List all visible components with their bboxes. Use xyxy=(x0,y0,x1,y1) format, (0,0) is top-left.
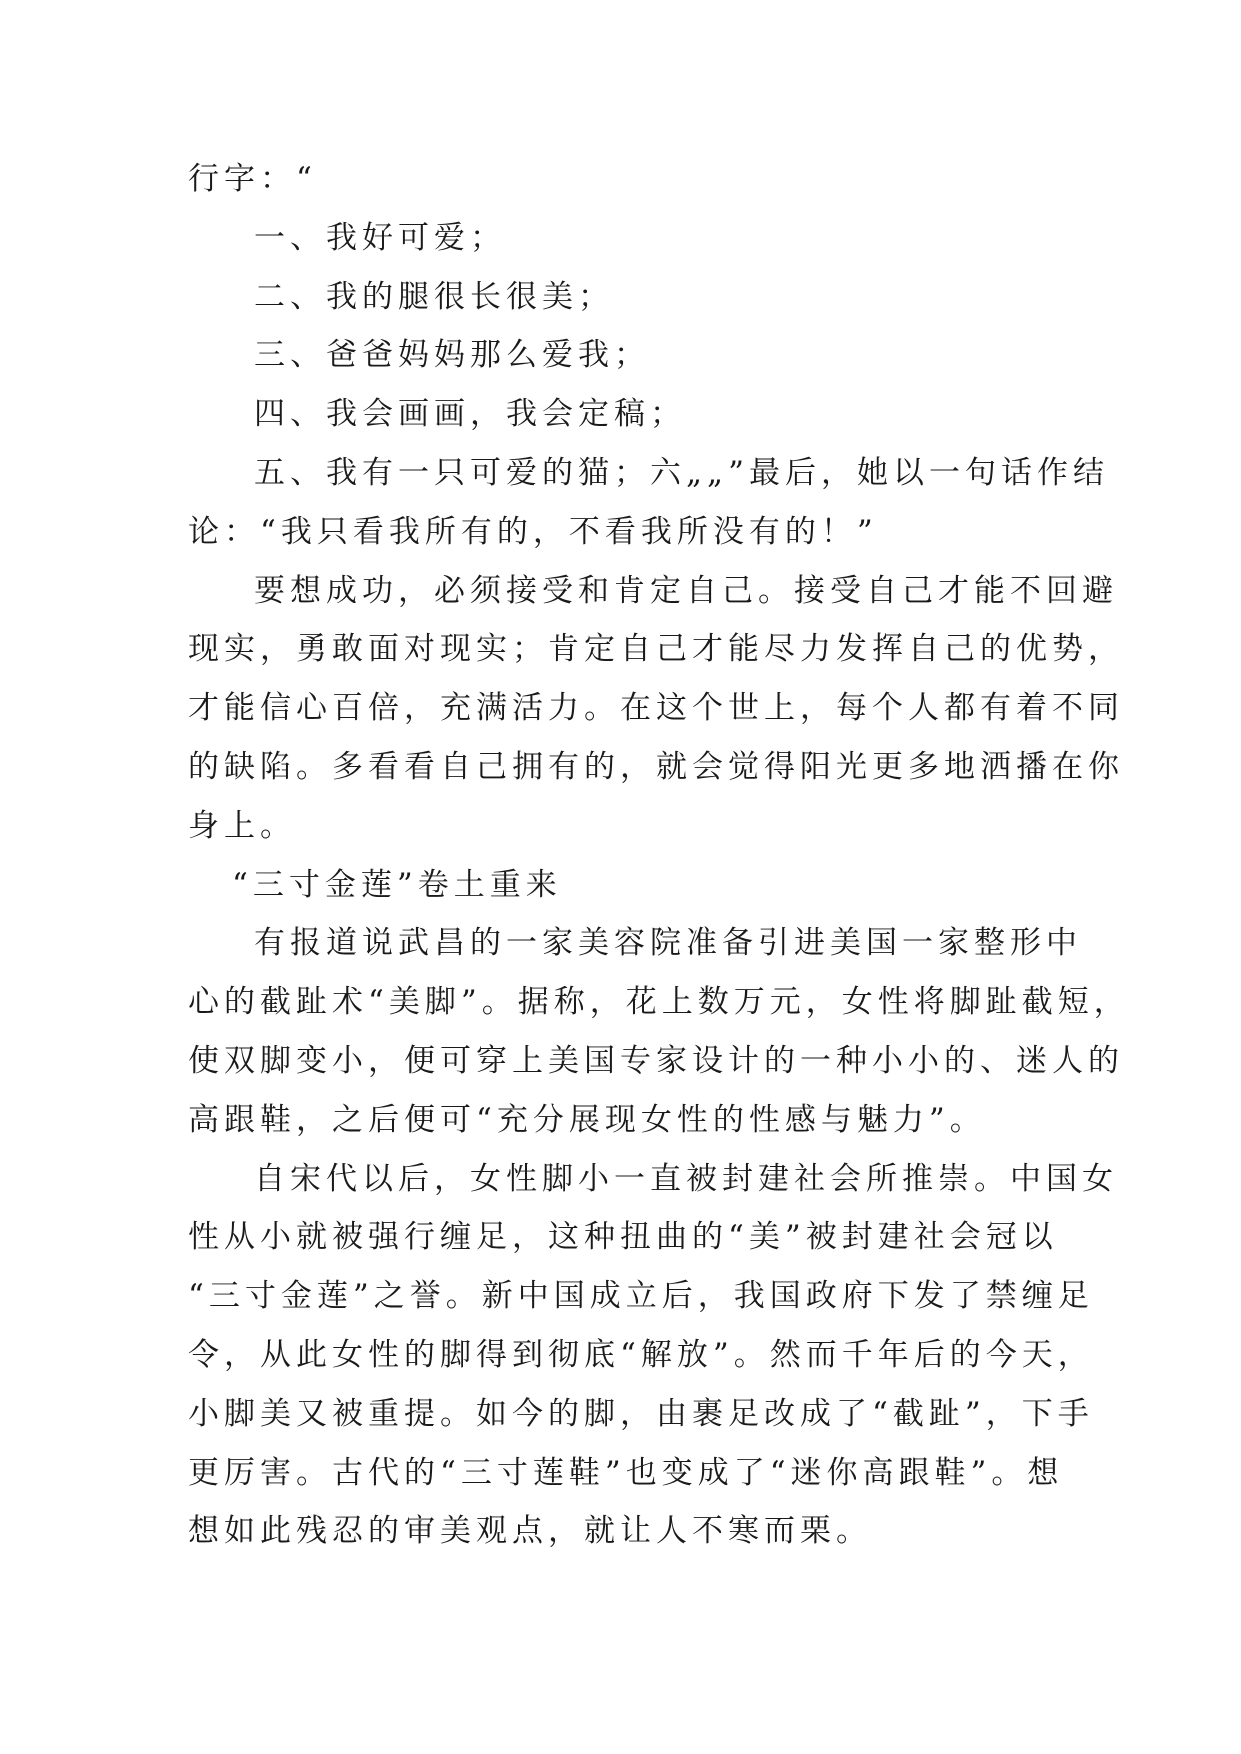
paragraph-line: 的缺陷。多看看自己拥有的，就会觉得阳光更多地洒播在你 xyxy=(188,748,1124,785)
list-item: 二、我的腿很长很美； xyxy=(254,278,614,315)
paragraph-line: 现实，勇敢面对现实；肯定自己才能尽力发挥自己的优势， xyxy=(188,631,1124,668)
paragraph-line: 有报道说武昌的一家美容院准备引进美国一家整形中 xyxy=(254,925,1082,962)
list-item: 五、我有一只可爱的猫；六„„”最后，她以一句话作结 xyxy=(254,454,1109,491)
paragraph-line: 想如此残忍的审美观点，就让人不寒而栗。 xyxy=(188,1513,872,1550)
paragraph-line: 使双脚变小，便可穿上美国专家设计的一种小小的、迷人的 xyxy=(188,1042,1124,1079)
paragraph-line: “三寸金莲”之誉。新中国成立后，我国政府下发了禁缠足 xyxy=(188,1278,1094,1315)
section-heading: “三寸金莲”卷土重来 xyxy=(232,866,562,903)
list-item: 三、爸爸妈妈那么爱我； xyxy=(254,337,650,374)
paragraph-line: 小脚美又被重提。如今的脚，由裹足改成了“截趾”，下手 xyxy=(188,1395,1094,1432)
paragraph-line: 要想成功，必须接受和肯定自己。接受自己才能不回避 xyxy=(254,572,1118,609)
paragraph-line: 高跟鞋，之后便可“充分展现女性的性感与魅力”。 xyxy=(188,1101,986,1138)
text-line: 行字：“ xyxy=(188,161,317,197)
paragraph-line: 更厉害。古代的“三寸莲鞋”也变成了“迷你高跟鞋”。想 xyxy=(188,1454,1064,1491)
paragraph-line: 身上。 xyxy=(188,807,296,844)
paragraph-line: 自宋代以后，女性脚小一直被封建社会所推崇。中国女 xyxy=(254,1160,1118,1197)
paragraph-line: 才能信心百倍，充满活力。在这个世上，每个人都有着不同 xyxy=(188,690,1124,727)
paragraph-line: 心的截趾术“美脚”。据称，花上数万元，女性将脚趾截短， xyxy=(188,984,1130,1021)
list-item: 四、我会画画，我会定稿； xyxy=(254,396,686,433)
document-body xyxy=(188,150,1130,1561)
paragraph-line: 性从小就被强行缠足，这种扭曲的“美”被封建社会冠以 xyxy=(188,1219,1058,1256)
list-item: 一、我好可爱； xyxy=(254,219,506,256)
text-line: 论：“我只看我所有的，不看我所没有的！” xyxy=(188,513,878,550)
paragraph-line: 令，从此女性的脚得到彻底“解放”。然而千年后的今天， xyxy=(188,1336,1094,1373)
